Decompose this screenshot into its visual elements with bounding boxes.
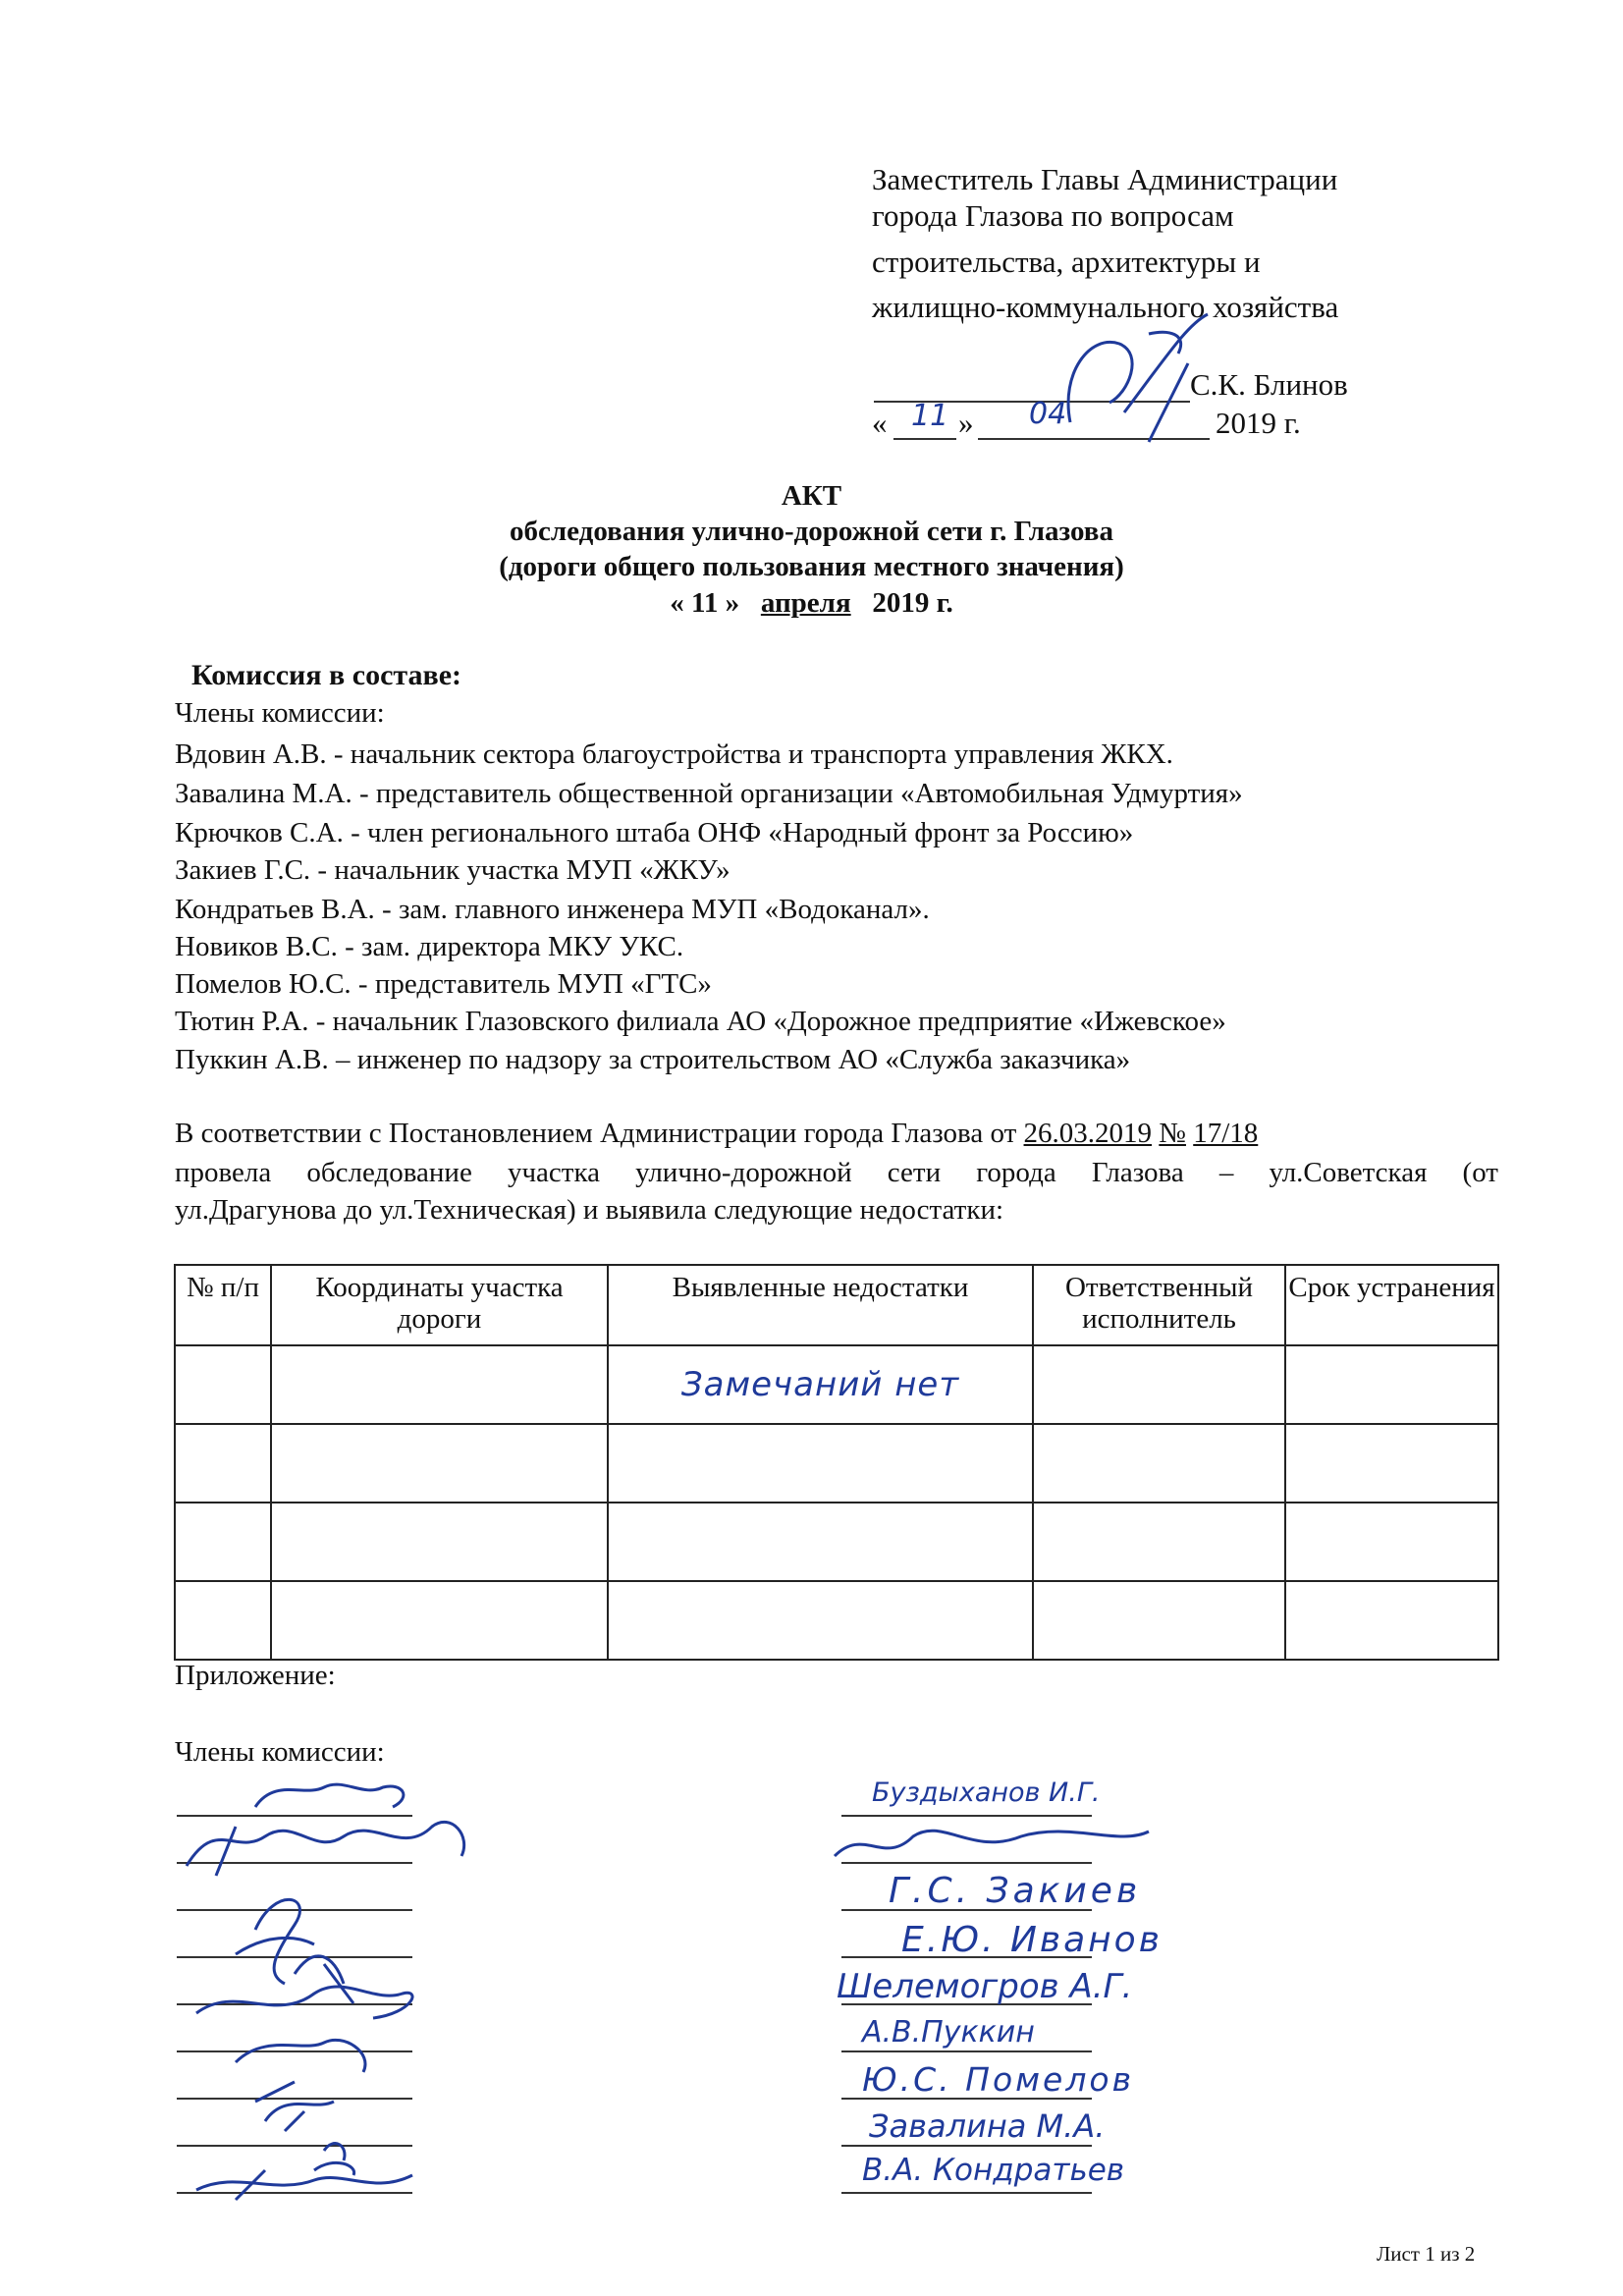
table-cell (271, 1503, 608, 1581)
defects-table (174, 1264, 1499, 1661)
commission-member-5: Кондратьев В.А. - зам. главного инженера МУП «Водоканал». (175, 894, 930, 925)
intro-line-3: ул.Драгунова до ул.Техническая) и выявила следующие недостатки: (175, 1194, 1004, 1226)
signature-line (841, 2192, 1092, 2194)
act-title: АКТ (781, 480, 842, 512)
commission-member-8: Тютин Р.А. - начальник Глазовского филиала АО «Дорожное предприятие «Ижевское» (175, 1006, 1226, 1037)
left-handwritten-signatures (177, 1758, 491, 2210)
table-cell (1285, 1345, 1498, 1424)
table-cell (175, 1503, 271, 1581)
commission-member-1: Вдовин А.В. - начальник сектора благоустройства и транспорта управления ЖКХ. (175, 738, 1173, 770)
table-cell (608, 1581, 1033, 1660)
table-row (175, 1424, 1498, 1503)
handwritten-approval-month: 04 (1029, 397, 1067, 431)
handwritten-signature-4: Е.Ю. Иванов (901, 1920, 1163, 1960)
act-date-month: апреля (760, 587, 851, 619)
commission-member-7: Помелов Ю.С. - представитель МУП «ГТС» (175, 968, 712, 1000)
table-cell (271, 1581, 608, 1660)
table-cell (1033, 1345, 1285, 1424)
commission-heading: Комиссия в составе: (191, 659, 461, 691)
approval-position-line-3: строительства, архитектуры и (872, 245, 1261, 279)
table-cell (608, 1424, 1033, 1503)
header-defects: Выявленные недостатки (608, 1265, 1033, 1345)
appendix-label: Приложение: (175, 1660, 336, 1691)
intro-decree-number: 17/18 (1193, 1118, 1259, 1149)
intro-line-2: провела обследование участка улично-дорожной сети города Глазова – ул.Советская (от (175, 1157, 1498, 1188)
table-row (175, 1581, 1498, 1660)
act-subtitle-2: (дороги общего пользования местного значения) (499, 551, 1124, 582)
table-cell (175, 1424, 271, 1503)
intro-number-sign: № (1159, 1118, 1186, 1149)
approval-position-line-2: города Глазова по вопросам (872, 198, 1234, 233)
approval-date-year: 2019 г. (1216, 406, 1301, 440)
table-cell (1033, 1503, 1285, 1581)
table-row (175, 1345, 1498, 1424)
handwritten-signature-7: Ю.С. Помелов (862, 2060, 1135, 2099)
commission-member-3: Крючков С.А. - член регионального штаба ОНФ «Народный фронт за Россию» (175, 817, 1134, 848)
table-cell (608, 1503, 1033, 1581)
page-number: Лист 1 из 2 (1377, 2242, 1476, 2266)
handwritten-no-remarks: Замечаний нет (608, 1345, 1033, 1424)
table-cell (175, 1581, 271, 1660)
table-cell (271, 1345, 608, 1424)
approval-signature (1031, 295, 1257, 452)
commission-member-4: Закиев Г.С. - начальник участка МУП «ЖКУ» (175, 854, 730, 886)
table-cell (1285, 1503, 1498, 1581)
header-number: № п/п (175, 1265, 271, 1345)
table-cell (1033, 1581, 1285, 1660)
table-cell (1285, 1424, 1498, 1503)
approval-date-day-line (893, 438, 956, 440)
handwritten-signature-2-mark (825, 1817, 1159, 1876)
handwritten-signature-9: В.А. Кондратьев (862, 2153, 1125, 2188)
table-header-row (175, 1265, 1498, 1345)
table-row (175, 1503, 1498, 1581)
act-date-day: « 11 » (670, 587, 740, 619)
approval-position-line-1: Заместитель Главы Администрации (872, 162, 1338, 196)
approval-date-open-quote: « (872, 406, 888, 440)
commission-member-9: Пуккин А.В. – инженер по надзору за строительством АО «Служба заказчика» (175, 1044, 1131, 1075)
act-subtitle-1: обследования улично-дорожной сети г. Глазова (510, 516, 1113, 547)
handwritten-signature-8: Завалина М.А. (869, 2107, 1106, 2145)
handwritten-approval-day: 11 (911, 399, 949, 433)
act-date (0, 585, 1623, 621)
commission-member-6: Новиков В.С. - зам. директора МКУ УКС. (175, 931, 684, 962)
handwritten-signature-1: Буздыханов И.Г. (872, 1777, 1101, 1808)
header-deadline: Срок устранения (1285, 1265, 1498, 1345)
intro-line-1 (175, 1116, 1258, 1151)
table-cell (175, 1345, 271, 1424)
approval-position-line-4: жилищно-коммунального хозяйства (872, 290, 1339, 324)
signature-line (841, 2145, 1092, 2147)
signatures-label: Члены комиссии: (175, 1736, 385, 1768)
table-cell (271, 1424, 608, 1503)
intro-text-part1: В соответствии с Постановлением Администрации города Глазова от (175, 1118, 1017, 1149)
intro-decree-date: 26.03.2019 (1023, 1118, 1153, 1149)
table-cell (1033, 1424, 1285, 1503)
commission-member-2: Завалина М.А. - представитель общественной организации «Автомобильная Удмуртия» (175, 778, 1243, 809)
signature-line (841, 2050, 1092, 2052)
handwritten-signature-5: Шелемогров А.Г. (837, 1967, 1133, 2006)
commission-members-label: Члены комиссии: (175, 697, 385, 729)
approval-date-close-quote: » (958, 406, 974, 440)
handwritten-signature-6: А.В.Пуккин (862, 2015, 1035, 2050)
header-coordinates: Координаты участка дороги (271, 1265, 608, 1345)
act-date-year: 2019 г. (872, 587, 953, 619)
table-cell (1285, 1581, 1498, 1660)
approval-signer-name: С.К. Блинов (1190, 367, 1348, 402)
handwritten-signature-3: Г.С. Закиев (889, 1871, 1142, 1911)
header-responsible: Ответственный исполнитель (1033, 1265, 1285, 1345)
